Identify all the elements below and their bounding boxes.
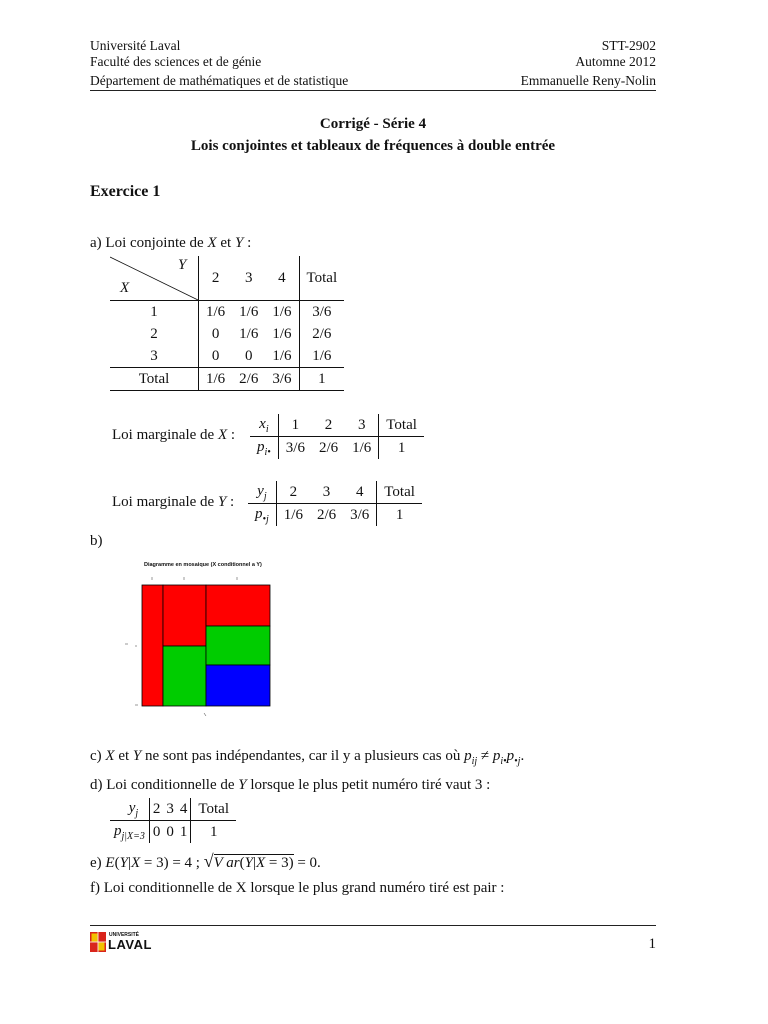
corner-y-label: Y <box>178 257 187 273</box>
cell: 2/6 <box>316 506 337 523</box>
cell: 3/6 <box>265 368 299 391</box>
marginal-y-row-2 <box>248 504 422 527</box>
marginal-x-row-1 <box>250 414 424 437</box>
part-b-label: b) <box>90 533 103 549</box>
col-header: 3 <box>232 256 265 301</box>
header-left <box>90 38 348 89</box>
conditional-row-1 <box>110 798 236 821</box>
header-right <box>521 38 656 89</box>
laval-logo <box>90 931 160 953</box>
cell: Total <box>379 414 424 437</box>
cell: 0 <box>166 823 174 840</box>
joint-row <box>110 301 344 324</box>
document-title <box>90 113 656 157</box>
header-cell: $p_{•j}$ <box>248 504 276 527</box>
page-number: 1 <box>648 936 656 952</box>
cell: 1/6 <box>239 303 259 320</box>
semester: Automne 2012 <box>575 53 656 69</box>
cell: 1 <box>209 823 218 840</box>
col-header: Total <box>299 256 344 301</box>
title-line-2: Lois conjointes et tableaux de fréquences à double entrée <box>190 138 556 154</box>
conditional-row-2 <box>110 821 236 844</box>
cell: 0 <box>211 347 220 364</box>
part-c-text: c) X et Y ne sont pas indépendantes, car il y a plusieurs cas où $p_{ij} \ne p_{i•}p_{•j}$. <box>90 748 525 767</box>
cell: 1 <box>397 439 406 456</box>
cell: 2 <box>149 798 163 821</box>
mosaic-tile <box>142 585 163 706</box>
university-name: Université Laval <box>90 38 181 53</box>
cell: 3 <box>163 798 177 821</box>
cell: 3 <box>310 481 343 504</box>
row-header: 2 <box>110 323 199 345</box>
logo-small-text: UNIVERSITÉ <box>109 932 140 938</box>
cell: 2/6 <box>312 325 332 342</box>
marginal-x-table <box>250 414 424 459</box>
mosaic-tile <box>163 646 206 706</box>
col-header: 2 <box>199 256 233 301</box>
mosaic-tile <box>206 585 270 626</box>
cell: 4 <box>177 798 191 821</box>
cell: 0 <box>152 823 161 840</box>
mosaic-chart <box>120 558 290 720</box>
crest-icon <box>90 932 106 952</box>
mosaic-tile <box>206 665 270 706</box>
joint-header-row <box>110 256 344 301</box>
cell: Total <box>191 798 236 821</box>
course-code: STT-2902 <box>601 38 656 53</box>
marginal-x-label: Loi marginale de X : <box>112 427 236 443</box>
faculty-name: Faculté des sciences et de génie <box>90 53 262 69</box>
cell: 1 <box>177 821 191 844</box>
cell: 1/6 <box>265 323 299 345</box>
part-a-label <box>90 235 251 252</box>
footer-rule <box>90 925 656 926</box>
header-cell: $p_{i•}$ <box>250 437 278 460</box>
cell: 1/6 <box>199 368 233 391</box>
marginal-y-label: Loi marginale de Y : <box>112 494 235 510</box>
cell: 1 <box>299 368 344 391</box>
header-cell: $p_{j|X=3}$ <box>110 821 149 844</box>
cell: 1/6 <box>312 347 332 364</box>
joint-total-row <box>110 368 344 391</box>
cell: 1/6 <box>239 325 259 342</box>
cell: 1/6 <box>265 345 299 368</box>
row-header: 3 <box>110 345 199 368</box>
cell: 2 <box>312 414 345 437</box>
mosaic-plot <box>120 558 290 720</box>
col-header: 4 <box>265 256 299 301</box>
cell: 1/6 <box>345 437 379 460</box>
row-header: 1 <box>110 301 199 324</box>
header-cell: $y_j$ <box>248 481 276 504</box>
header-cell: $x_i$ <box>250 414 278 437</box>
cell: 2 <box>276 481 310 504</box>
corner-cell <box>110 256 199 301</box>
part-e-text: e) E(Y|X = 3) = 4 ; √V ar(Y|X = 3) = 0. <box>90 851 321 871</box>
joint-table <box>110 256 344 391</box>
cell: 1/6 <box>283 506 303 523</box>
marginal-y-table <box>248 481 422 526</box>
cell: 2/6 <box>232 368 265 391</box>
cell: 3/6 <box>285 439 305 456</box>
header-rule <box>90 90 656 91</box>
cell: 1 <box>278 414 312 437</box>
mosaic-title: Diagramme en mosaique (X conditionnel a Y) <box>144 562 262 568</box>
marginal-x-row-2 <box>250 437 424 460</box>
joint-row <box>110 323 344 345</box>
author-name: Emmanuelle Reny-Nolin <box>520 73 656 88</box>
title-line-1: Corrigé - Série 4 <box>319 116 427 132</box>
corner-x-label: X <box>120 280 130 296</box>
part-f-text: f) Loi conditionnelle de X lorsque le plus grand numéro tiré est pair : <box>90 880 505 896</box>
cell: 2/6 <box>318 439 339 456</box>
joint-row <box>110 345 344 368</box>
cell: 3/6 <box>312 303 332 320</box>
cell: 3 <box>345 414 379 437</box>
mosaic-tile <box>206 626 270 665</box>
part-a-text: a) Loi conjointe de X et Y : <box>90 235 252 251</box>
exercise-heading: Exercice 1 <box>90 183 161 200</box>
cell: 0 <box>211 325 220 342</box>
conditional-y-table <box>110 798 236 843</box>
marginal-y-row-1 <box>248 481 422 504</box>
cell: 0 <box>245 347 253 364</box>
logo-big-text: LAVAL <box>108 937 152 952</box>
department-name: Département de mathématiques et de statistique <box>90 73 349 88</box>
header-cell: $y_j$ <box>110 798 149 821</box>
cell: 1/6 <box>206 303 226 320</box>
part-d-text: d) Loi conditionnelle de Y lorsque le plus petit numéro tiré vaut 3 : <box>90 777 491 793</box>
row-header: Total <box>110 368 199 391</box>
cell: Total <box>377 481 422 504</box>
cell: 1 <box>395 506 404 523</box>
mosaic-tile <box>163 585 206 646</box>
cell: 3/6 <box>343 504 377 527</box>
cell: 4 <box>343 481 377 504</box>
cell: 1/6 <box>265 301 299 324</box>
